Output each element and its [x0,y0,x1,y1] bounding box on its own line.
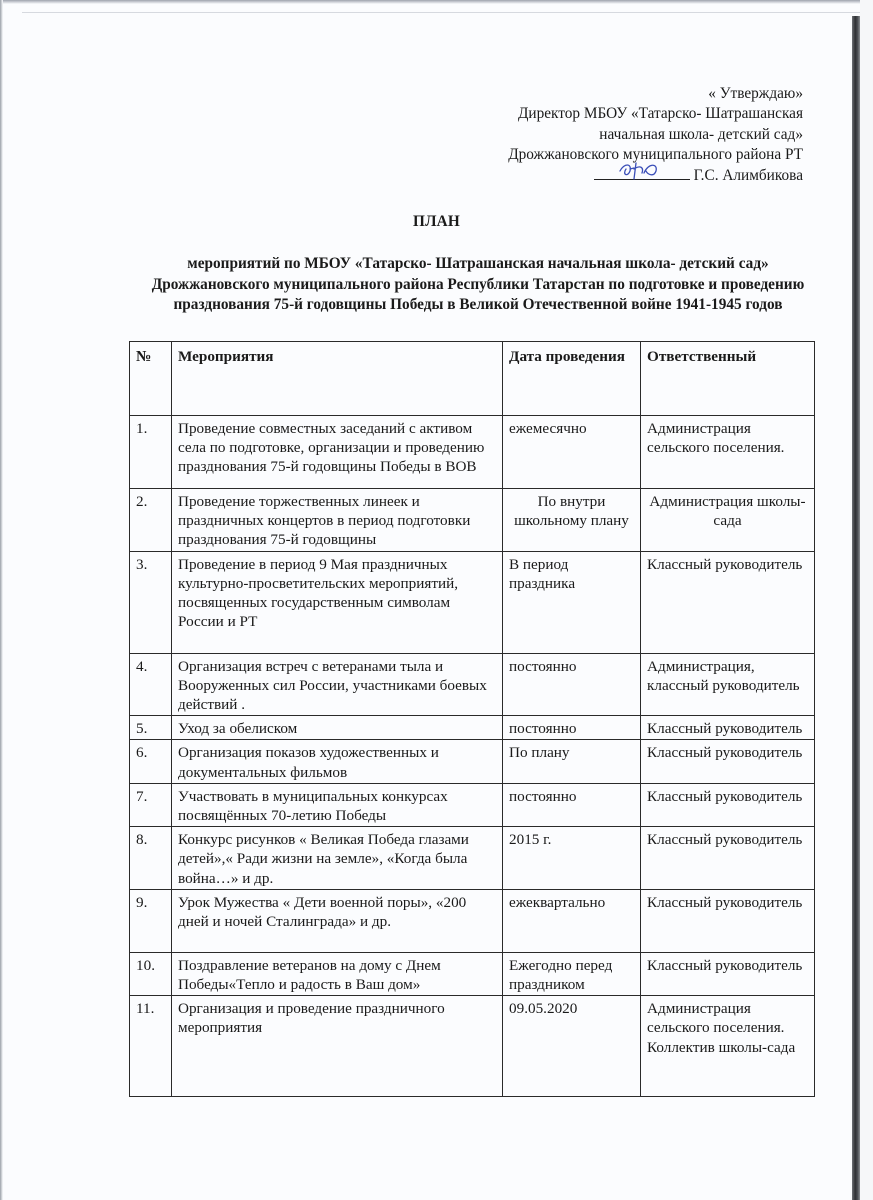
signature-line [508,165,803,186]
row-event: Урок Мужества « Дети военной поры», «200 дней и ночей Сталинграда» и др. [172,889,503,952]
approval-position: Директор МБОУ «Татарско- Шатрашанская [517,105,803,123]
row-date: постоянно [503,783,641,826]
row-date: 2015 г. [503,827,641,890]
scan-left-edge [0,0,3,1200]
row-date: постоянно [503,716,641,740]
table-row [130,551,815,653]
approval-block [508,84,803,186]
row-responsible: Администрация сельского поселения. [641,416,815,489]
row-event: Участвовать в муниципальных конкурсах посвящённых 70-летию Победы [172,783,503,826]
table-row [130,996,815,1097]
table-row [130,740,815,783]
row-number: 9. [130,889,172,952]
header-responsible: Ответственный [641,342,815,416]
scan-right-margin [860,0,873,1200]
table-row [130,783,815,826]
row-number: 4. [130,653,172,716]
header-event: Мероприятия [172,342,503,416]
row-responsible: Классный руководитель [641,889,815,952]
row-event: Организация встреч с ветеранами тыла и Вооруженных сил России, участниками боевых действий . [172,653,503,716]
row-event: Проведение в период 9 Мая праздничных культурно-просветительских мероприятий, посвященных государственным символам России и РТ [172,551,503,653]
row-event: Поздравление ветеранов на дому с Днем Победы«Тепло и радость в Ваш дом» [172,952,503,995]
row-date: В период праздника [503,551,641,653]
scan-right-border [852,16,860,1200]
scan-top-rule [22,12,862,13]
table-row [130,416,815,489]
row-event: Организация показов художественных и документальных фильмов [172,740,503,783]
row-number: 2. [130,489,172,552]
table-row [130,489,815,552]
signatory-name: Г.С. Алимбикова [693,167,803,185]
row-responsible: Администрация школы-сада [641,489,815,552]
row-number: 1. [130,416,172,489]
row-date: ежемесячно [503,416,641,489]
table-row [130,952,815,995]
row-responsible: Классный руководитель [641,952,815,995]
approval-heading: « Утверждаю» [708,85,803,102]
approval-district: Дрожжановского муниципального района РТ [508,145,803,163]
row-number: 7. [130,783,172,826]
row-responsible: Администрация, классный руководитель [641,653,815,716]
row-date: По плану [503,740,641,783]
header-number: № [130,342,172,416]
row-date: По внутри школьному плану [503,489,641,552]
row-date: постоянно [503,653,641,716]
row-number: 3. [130,551,172,653]
row-number: 10. [130,952,172,995]
header-date: Дата проведения [503,342,641,416]
row-number: 11. [130,996,172,1097]
row-responsible: Классный руководитель [641,783,815,826]
row-responsible: Классный руководитель [641,716,815,740]
row-event: Конкурс рисунков « Великая Победа глазами детей»,« Ради жизни на земле», «Когда была война…» и др. [172,827,503,890]
row-number: 8. [130,827,172,890]
row-event: Уход за обелиском [172,716,503,740]
row-responsible: Классный руководитель [641,551,815,653]
row-event: Организация и проведение праздничного мероприятия [172,996,503,1097]
events-table [129,341,815,1097]
signature-icon [614,159,666,181]
document-title: ПЛАН [412,213,461,230]
row-responsible: Администрация сельского поселения. Коллектив школы-сада [641,996,815,1097]
row-date: Ежегодно перед праздником [503,952,641,995]
row-responsible: Классный руководитель [641,827,815,890]
row-event: Проведение торжественных линеек и праздничных концертов в период подготовки празднования 75-й годовщины [172,489,503,552]
row-date: ежеквартально [503,889,641,952]
row-number: 6. [130,740,172,783]
row-responsible: Классный руководитель [641,740,815,783]
table-row [130,889,815,952]
table-row [130,827,815,890]
document-subtitle: мероприятий по МБОУ «Татарско- Шатрашанская начальная школа- детский сад» Дрожжановского муниципального района Республики Татарстан по подготовке и проведению празднования 75-й годовщины Победы в Великой Отечественной войне 1941-1945 годов [151,255,805,313]
table-row [130,653,815,716]
table-row [130,716,815,740]
row-number: 5. [130,716,172,740]
approval-organization: начальная школа- детский сад» [599,125,803,143]
signature-underline [594,165,690,180]
table-header-row [130,342,815,416]
row-event: Проведение совместных заседаний с активом села по подготовке, организации и проведению празднования 75-й годовщины Победы в ВОВ [172,416,503,489]
scan-top-edge [0,0,873,4]
row-date: 09.05.2020 [503,996,641,1097]
